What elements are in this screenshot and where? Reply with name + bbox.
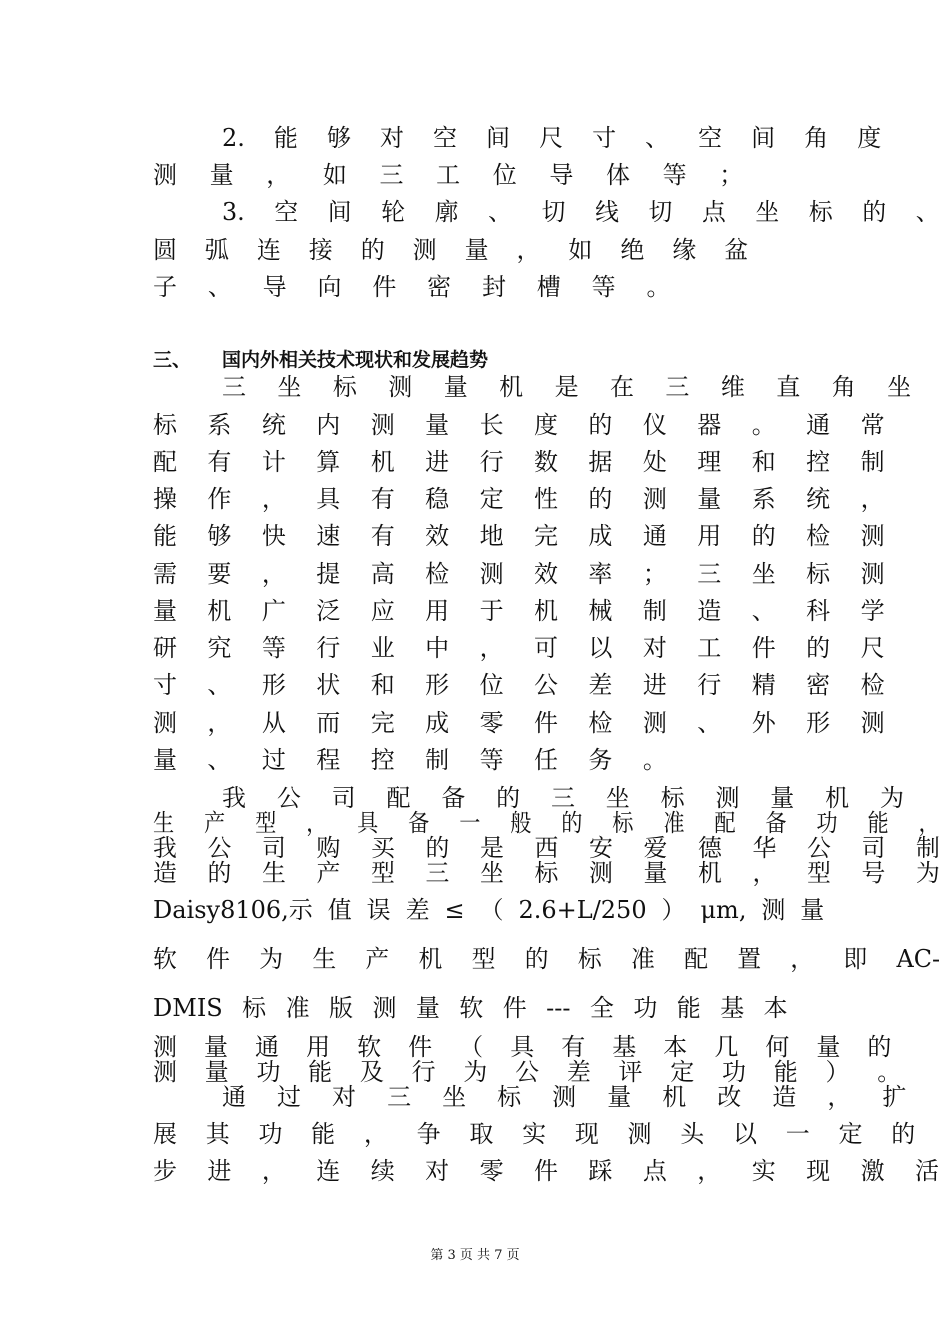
body-text-line: 造 的 生 产 型 三 坐 标 测 量 机 ， 型 号 为	[153, 859, 940, 887]
body-text-line: 操 作 ， 具 有 稳 定 性 的 测 量 系 统 ，	[153, 485, 885, 513]
body-text-line: 测 量 ， 如 三 工 位 导 体 等 ；	[153, 161, 744, 189]
body-text-line: 量 、 过 程 控 制 等 任 务 。	[153, 746, 667, 774]
body-text-line: 测 量 功 能 及 行 为 公 差 评 定 功 能 ） 。	[153, 1058, 902, 1086]
body-text-line: 2. 能 够 对 空 间 尺 寸 、 空 间 角 度	[222, 124, 882, 152]
body-text-line: 寸 、 形 状 和 形 位 公 差 进 行 精 密 检	[153, 671, 885, 699]
body-text-line: 测 ， 从 而 完 成 零 件 检 测 、 外 形 测	[153, 709, 885, 737]
body-text-line: 子 、 导 向 件 密 封 槽 等 。	[153, 273, 671, 301]
body-text-line: 标 系 统 内 测 量 长 度 的 仪 器 。 通 常	[153, 411, 885, 439]
body-text-line: DMIS 标 准 版 测 量 软 件 --- 全 功 能 基 本	[153, 994, 788, 1022]
section-heading-title: 国内外相关技术现状和发展趋势	[222, 349, 489, 371]
body-text-line: 我 公 司 购 买 的 是 西 安 爱 德 华 公 司 制	[153, 834, 940, 862]
body-text-line: 需 要 ， 提 高 检 测 效 率 ； 三 坐 标 测	[153, 560, 885, 588]
body-text-line: 通 过 对 三 坐 标 测 量 机 改 造 ， 扩	[222, 1083, 907, 1111]
body-text-line: 配 有 计 算 机 进 行 数 据 处 理 和 控 制	[153, 448, 885, 476]
body-text-line: 生 产 型 ， 具 备 一 般 的 标 准 配 备 功 能 ，	[153, 809, 940, 837]
body-text-line: 能 够 快 速 有 效 地 完 成 通 用 的 检 测	[153, 522, 885, 550]
body-text-line: 研 究 等 行 业 中 ， 可 以 对 工 件 的 尺	[153, 634, 885, 662]
body-text-line: 量 机 广 泛 应 用 于 机 械 制 造 、 科 学	[153, 597, 885, 625]
body-text-line: 步 进 ， 连 续 对 零 件 踩 点 ， 实 现 激 活	[153, 1157, 940, 1185]
body-text-line: Daisy8106,示 值 误 差 ≤ （ 2.6+L/250 ） μm, 测 量	[153, 896, 825, 924]
body-text-line: 3. 空 间 轮 廓 、 切 线 切 点 坐 标 的 、	[222, 198, 940, 226]
body-text-line: 展 其 功 能 ， 争 取 实 现 测 头 以 一 定 的	[153, 1120, 916, 1148]
body-text-line: 圆 弧 连 接 的 测 量 ， 如 绝 缘 盆	[153, 236, 749, 264]
body-text-line: 软 件 为 生 产 机 型 的 标 准 配 置 ， 即 AC-	[153, 945, 941, 973]
page-footer: 第 3 页 共 7 页	[430, 1248, 520, 1263]
section-heading-number: 三、	[153, 349, 192, 371]
body-text-line: 三 坐 标 测 量 机 是 在 三 维 直 角 坐	[222, 373, 912, 401]
body-text-line: 测 量 通 用 软 件 （ 具 有 基 本 几 何 量 的	[153, 1033, 892, 1061]
body-text-line: 我 公 司 配 备 的 三 坐 标 测 量 机 为	[222, 784, 904, 812]
